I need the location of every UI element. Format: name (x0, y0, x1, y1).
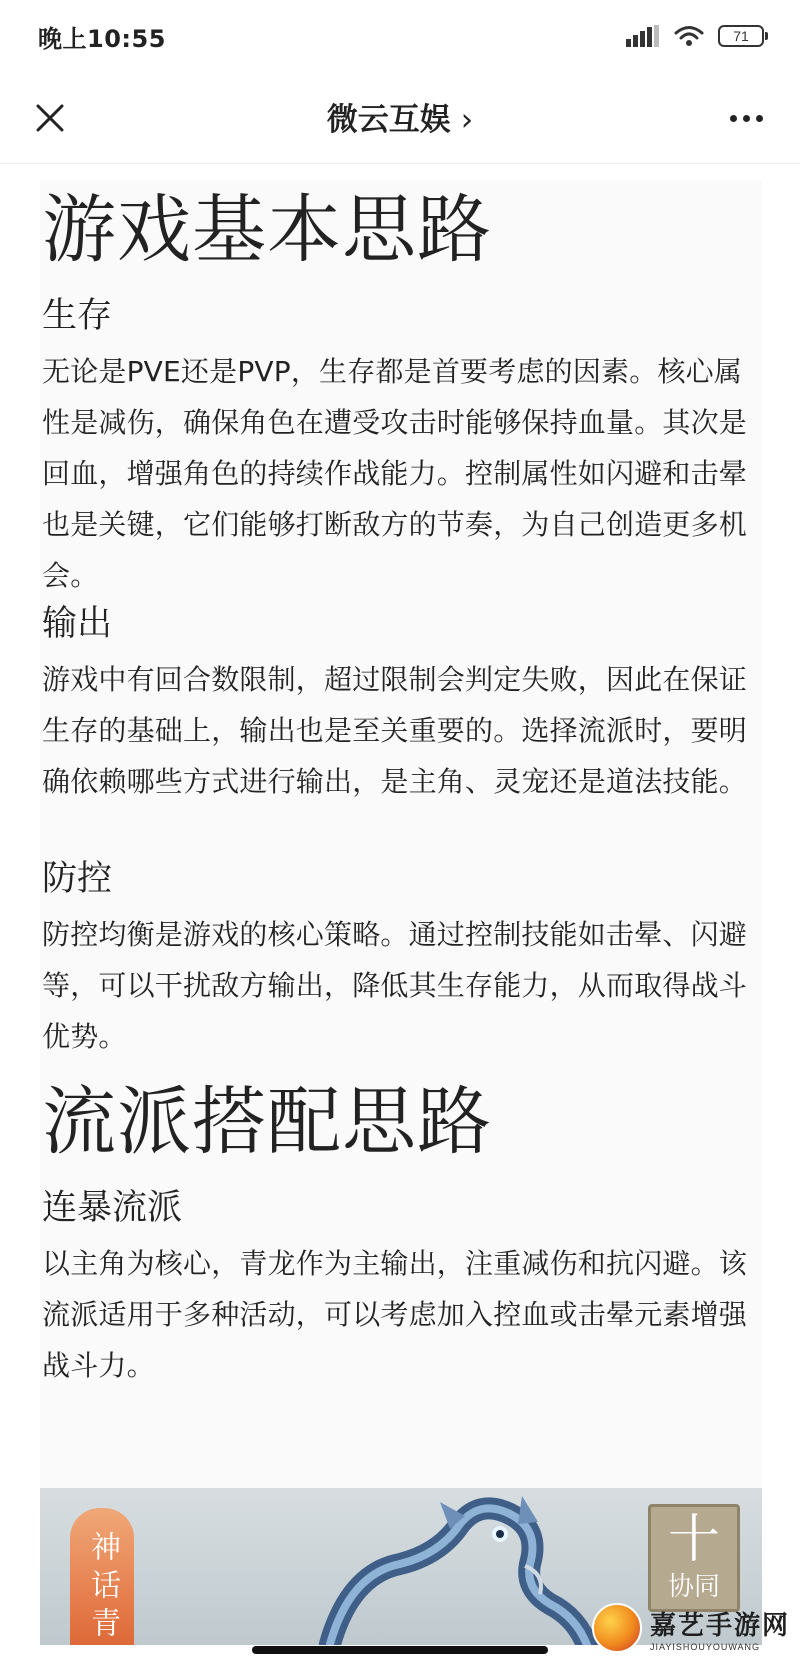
signal-icon (626, 25, 660, 47)
subsection-title: 输出 (42, 604, 113, 644)
watermark-text (650, 1605, 790, 1652)
wifi-icon (674, 25, 704, 47)
watermark-en: JIAYISHOUYOUWANG (649, 1641, 760, 1652)
subsection-title: 防控 (42, 859, 113, 899)
subsection-body: 以主角为核心，青龙作为主输出，注重减伤和抗闪避。该流派适用于多种活动，可以考虑加入控血或击晕元素增强战斗力。 (42, 1247, 748, 1382)
battery-level: 71 (733, 28, 749, 44)
home-indicator[interactable] (252, 1646, 548, 1654)
article-content (40, 180, 762, 1645)
account-name: 微云互娱 (326, 102, 451, 138)
watermark-logo-icon (592, 1603, 642, 1653)
battery-icon (718, 25, 764, 47)
more-button[interactable] (720, 100, 772, 136)
dragon-illustration (290, 1494, 620, 1645)
subsection-body: 无论是PVE还是PVP，生存都是首要考虑的因素。核心属性是减伤，确保角色在遭受攻击时能够保持血量。其次是回血，增强角色的持续作战能力。控制属性如闪避和击晕也是关键，它们能够打断敌方的节奏，为自己创造更多机会。 (42, 355, 748, 592)
subsection-body: 防控均衡是游戏的核心策略。通过控制技能如击晕、闪避等，可以干扰敌方输出，降低其生存能力，从而取得战斗优势。 (42, 918, 748, 1053)
watermark-cn: 嘉艺手游网 (649, 1610, 790, 1641)
status-bar (0, 0, 800, 72)
account-title-link[interactable] (0, 94, 800, 139)
section-heading: 游戏基本思路 (42, 187, 492, 273)
subsection-title: 生存 (42, 296, 113, 336)
site-watermark (592, 1603, 790, 1653)
status-icons (626, 25, 764, 47)
section-heading: 流派搭配思路 (42, 1079, 492, 1165)
chevron-right-icon: › (460, 102, 474, 138)
subsection-title: 连暴流派 (42, 1188, 183, 1228)
status-time: 晚上10:55 (38, 24, 166, 53)
more-dot-icon (730, 115, 737, 122)
cooperation-badge: 十 协同 (648, 1504, 740, 1612)
more-dot-icon (756, 115, 763, 122)
subsection-body: 游戏中有回合数限制，超过限制会判定失败，因此在保证生存的基础上，输出也是至关重要的。选择流派时，要明确依赖哪些方式进行输出，是主角、灵宠还是道法技能。 (42, 663, 748, 798)
more-dot-icon (743, 115, 750, 122)
myth-badge: 神话 青 (70, 1508, 134, 1645)
nav-bar (0, 72, 800, 164)
